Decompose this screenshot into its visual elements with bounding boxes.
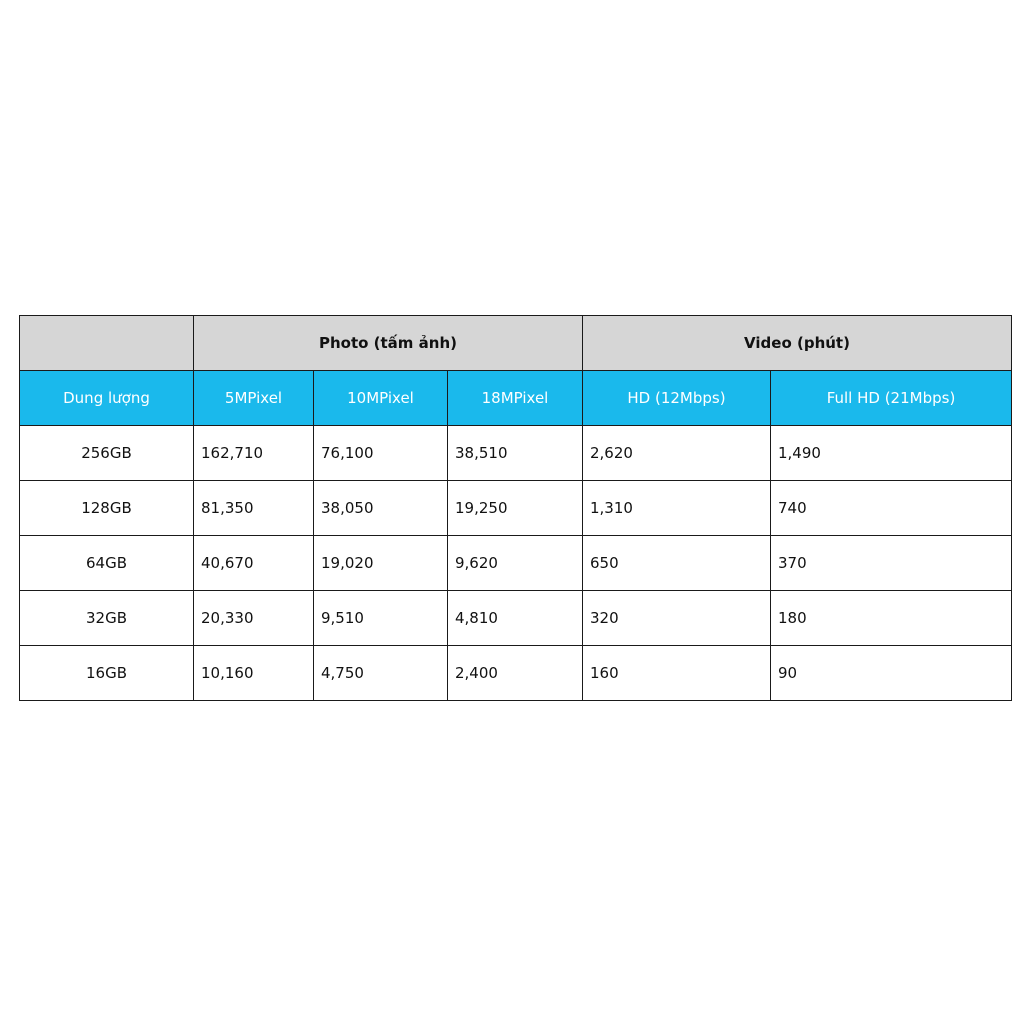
column-header-10mpixel: 10MPixel	[314, 371, 448, 426]
column-header-full-hd: Full HD (21Mbps)	[771, 371, 1012, 426]
value-cell: 76,100	[314, 426, 448, 481]
value-cell: 2,620	[583, 426, 771, 481]
capacity-table	[19, 315, 1012, 701]
value-cell: 740	[771, 481, 1012, 536]
value-cell: 4,810	[448, 591, 583, 646]
video-group-header: Video (phút)	[583, 316, 1012, 371]
capacity-cell: 32GB	[20, 591, 194, 646]
column-header-hd: HD (12Mbps)	[583, 371, 771, 426]
value-cell: 9,620	[448, 536, 583, 591]
photo-group-header: Photo (tấm ảnh)	[194, 316, 583, 371]
capacity-cell: 128GB	[20, 481, 194, 536]
value-cell: 162,710	[194, 426, 314, 481]
value-cell: 320	[583, 591, 771, 646]
table-row	[20, 481, 1012, 536]
value-cell: 40,670	[194, 536, 314, 591]
column-header-row	[20, 371, 1012, 426]
value-cell: 160	[583, 646, 771, 701]
table-row	[20, 646, 1012, 701]
table-row	[20, 536, 1012, 591]
table-row	[20, 591, 1012, 646]
corner-cell	[20, 316, 194, 371]
column-header-capacity: Dung lượng	[20, 371, 194, 426]
column-header-5mpixel: 5MPixel	[194, 371, 314, 426]
value-cell: 1,490	[771, 426, 1012, 481]
capacity-cell: 64GB	[20, 536, 194, 591]
capacity-cell: 256GB	[20, 426, 194, 481]
value-cell: 19,250	[448, 481, 583, 536]
value-cell: 81,350	[194, 481, 314, 536]
value-cell: 38,510	[448, 426, 583, 481]
value-cell: 38,050	[314, 481, 448, 536]
value-cell: 90	[771, 646, 1012, 701]
value-cell: 19,020	[314, 536, 448, 591]
capacity-cell: 16GB	[20, 646, 194, 701]
value-cell: 1,310	[583, 481, 771, 536]
column-header-18mpixel: 18MPixel	[448, 371, 583, 426]
value-cell: 4,750	[314, 646, 448, 701]
table-row	[20, 426, 1012, 481]
value-cell: 2,400	[448, 646, 583, 701]
value-cell: 370	[771, 536, 1012, 591]
value-cell: 650	[583, 536, 771, 591]
value-cell: 180	[771, 591, 1012, 646]
group-header-row	[20, 316, 1012, 371]
value-cell: 20,330	[194, 591, 314, 646]
value-cell: 10,160	[194, 646, 314, 701]
value-cell: 9,510	[314, 591, 448, 646]
